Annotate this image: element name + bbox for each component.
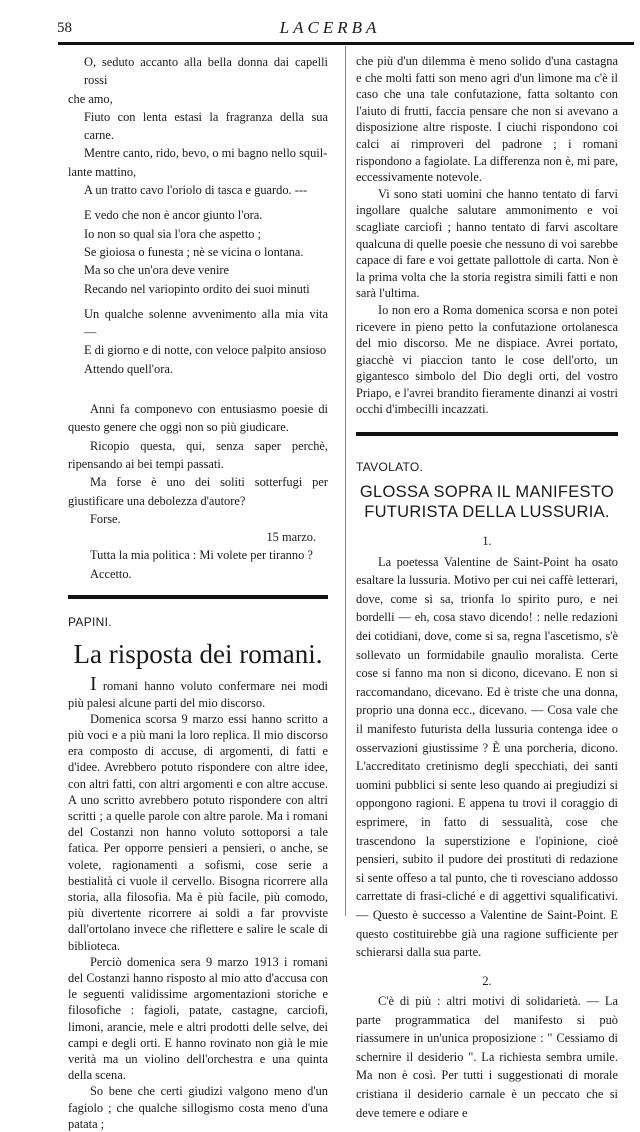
- verse-line: E di giorno e di notte, con veloce palpito ansioso: [84, 343, 327, 358]
- verse-line: O, seduto accanto alla bella donna dai capelli rossi: [84, 55, 328, 88]
- page-number: 58: [57, 20, 72, 36]
- verse-line: Io non so qual sia l'ora che aspetto ;: [84, 226, 262, 241]
- article-paragraph: La poetessa Valentine de Saint-Point ha osato esaltare la lussuria. Motivo per cui nei caffè letterari, dove, come si sa, trionfa lo spirito puro, e nei bordelli — eh, cosa stavo dicendo! : nelle redazioni dei cotidiani, dove, come si sa, regna l'ascetismo, s'è sollevato un formidabile gnaulìo moralista. Certe cose si fanno ma non si dicono, dicevano. E non si raccomandano, dicevano. Ed è triste che una donna, proprio una donna ecc., dicevano. — Cosa vale che il manifesto futurista della lussuria contenga idee o osservazioni giustissime ? È una porcheria, dicono. L'accreditato cretinismo degli specchiati, dei santi uomini pubblici si sente leso quando ai pregiudizi si oppongono ragioni. E appena tu trovi il coraggio di esprimere, in fatto di sessualità, cose che trascendono la superstizione e l'opinione, cioè pensieri, subito il pudore dei prostituti di redazione si sente offeso a tal punto, che ti rovesciano addosso carrettate di frasi-cliché e di aggettivi squalificativi. — Questo è successo a Valentine de Saint-Point. E questo costituirebbe già una ragione sufficiente per schierarsi dalla sua parte.: [356, 554, 618, 960]
- verse-line: che amo,: [68, 91, 113, 106]
- verse-line: Se gioiosa o funesta ; nè se vicina o lontana.: [84, 244, 304, 259]
- prose-paragraph: Anni fa componevo con entusiasmo poesie di questo genere che oggi non so più giudicare.: [68, 402, 328, 435]
- prose-paragraph: Tutta la mia politica : Mi volete per tiranno ?: [90, 548, 313, 563]
- section-rule: [68, 595, 328, 599]
- section-number: 2.: [482, 973, 492, 988]
- verse-line: Un qualche solenne avvenimento alla mia vita —: [84, 306, 328, 340]
- continuation-paragraph: Io non ero a Roma domenica scorsa e non potei ricevere in pieno petto la confutazione ortolanesca del mio discorso. Me ne dispiace. Avrei portato, giacchè vi piaccion tanto le cose dell'orto, un gigantesco simbolo del Dio degli orti, del vostro Priapo, e l'avrei brandito fieramente dinanzi ai vostri occhi d'imbecilli incazzati.: [356, 302, 618, 417]
- poem-stanza-1: [68, 53, 328, 199]
- article-title: La risposta dei romani.: [73, 639, 323, 670]
- article-author: TAVOLATO.: [356, 460, 424, 475]
- prose-paragraph: Accetto.: [90, 566, 132, 581]
- verse-line: Fiuto con lenta estasi la fragranza della sua carne.: [84, 109, 328, 143]
- masthead: LACERBA: [279, 18, 381, 37]
- continuation-paragraph: Vi sono stati uomini che hanno tentato di farvi ingollare qualche salutare ammonimento e voi scagliate carciofi ; hanno tentato di farvi ascoltare qualcuna di quelle poesie che nessuno di voi sarebbe capace di fare e voi gettate pallottole di carta. Non è la prima volta che la storia registra simili fatti e non sarà l'ultima.: [356, 186, 618, 301]
- article-paragraph: C'è di più : altri motivi di solidarietà. — La parte programmatica del manifesto si può riassumere in un'unica proposizione : " Cessiamo di schernire il desiderio ". La richiesta sembra umile. Ma non è così. Per tutti i suggestionati di morale cristiana il desiderio carnale è un peccato che si deve temere e odiare e: [356, 994, 618, 1120]
- verse-line: Attendo quell'ora.: [84, 361, 173, 376]
- prose-paragraph: Ma forse è uno dei soliti sotterfugi per giustificare una debolezza d'autore?: [68, 475, 328, 508]
- column-divider: [345, 46, 346, 916]
- verse-line: A un tratto cavo l'oriolo di tasca e guardo. ---: [84, 183, 308, 198]
- verse-line: Recando nel variopinto ordito dei suoi minuti: [84, 281, 310, 296]
- section-number: 1.: [482, 534, 492, 549]
- top-rule: [58, 42, 634, 45]
- left-column: [68, 53, 328, 1132]
- poem-stanza-3: [68, 305, 328, 378]
- article-author: PAPINI.: [68, 615, 112, 630]
- article-title: GLOSSA SOPRA IL MANIFESTO FUTURISTA DELLA LUSSURIA.: [359, 483, 615, 522]
- prose-paragraph: Forse.: [90, 511, 121, 526]
- article-paragraph: I romani hanno voluto confermare nei modi più palesi alcune parti del mio discorso.: [68, 673, 328, 710]
- continuation-paragraph: che più d'un dilemma è meno solido d'una castagna e che molti fatti son meno agri d'un limone ma c'è il caso che una tale confutazione, fatta soltanto con l'aiuto di frutti, faccia pensare che non si avevano a disposizione altre risposte. I ciuchi rispondono coi calci ai rimproveri del padrone ; i romani rispondono a fagiolate. La differenza non è, mi pare, eccessivamente notevole.: [356, 54, 618, 185]
- poem-stanza-2: [68, 206, 328, 297]
- section-rule: [356, 432, 618, 436]
- date-line: 15 marzo.: [266, 530, 316, 545]
- verse-line: E vedo che non è ancor giunto l'ora.: [84, 208, 263, 223]
- verse-line: Ma so che un'ora deve venire: [84, 263, 230, 278]
- article-paragraph: So bene che certi giudizi valgono meno d'un fagiolo ; che qualche sillogismo costa meno d'una patata ;: [68, 1084, 328, 1131]
- article-paragraph: Domenica scorsa 9 marzo essi hanno scritto a più voci e a più mani la loro replica. Il mio discorso era composto di accuse, di argomenti, di fatti e d'idee. Avrebbero potuto rispondere con altre idee, con altri fatti, con altri argomenti e con altre accuse. A uno scritto avrebbero potuto rispondere con altri scritti ; a quelle parole con altre parole. Ma i romani del Costanzi non hanno voluto sottoporsi a tale fatica. Per opporre pensieri a pensieri, o anche, se volete, ragionamenti a sofismi, cose serie a bestialità ci vuole il cervello. Bisogna ricorrere alla storia, alla filosofia. Ma è più facile, più comodo, più divertente ricorrere ai soldi a far provviste dall'ortolano invece che riflettere e salire le scale di biblioteca.: [68, 711, 328, 953]
- verse-line: lante mattino,: [68, 164, 137, 179]
- right-column: [356, 53, 618, 1122]
- article-paragraph: Perciò domenica sera 9 marzo 1913 i romani del Costanzi hanno risposto al mio atto d'accusa con le seguenti validissime argomentazioni storiche e filosofiche : fagioli, patate, castagne, carciofi, limoni, arancie, mele e altri prodotti delle selve, dei campi e degli orti. E hanno rovinato non già le mie verità ma un violino dell'orchestra e una quinta della scena.: [68, 954, 328, 1083]
- drop-cap: I: [90, 673, 97, 696]
- verse-line: Mentre canto, rido, bevo, o mi bagno nello squil-: [84, 146, 328, 161]
- prose-paragraph: Ricopio questa, qui, senza saper perchè, ripensando ai bei tempi passati.: [68, 438, 328, 471]
